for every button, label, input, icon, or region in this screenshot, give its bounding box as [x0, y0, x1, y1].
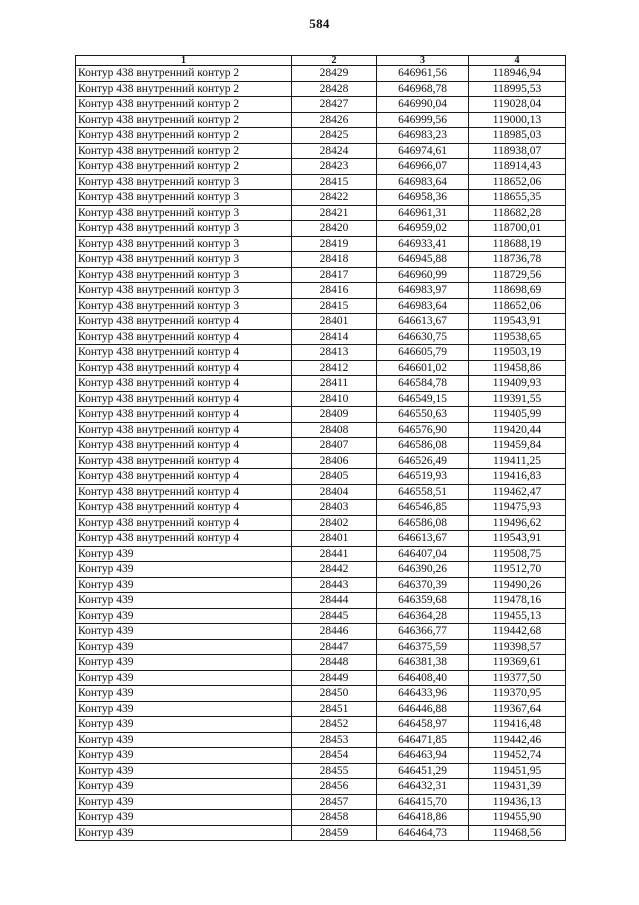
point-number-cell: 28445: [292, 608, 377, 624]
contour-name-cell: Контур 438 внутренний контур 2: [76, 128, 292, 144]
y-coordinate-cell: 119538,65: [469, 329, 566, 345]
x-coordinate-cell: 646983,23: [377, 128, 469, 144]
x-coordinate-cell: 646550,63: [377, 407, 469, 423]
x-coordinate-cell: 646375,59: [377, 639, 469, 655]
point-number-cell: 28448: [292, 655, 377, 671]
table-row: [76, 748, 566, 764]
y-coordinate-cell: 119398,57: [469, 639, 566, 655]
contour-name-cell: Контур 439: [76, 794, 292, 810]
x-coordinate-cell: 646418,86: [377, 810, 469, 826]
table-row: [76, 143, 566, 159]
x-coordinate-cell: 646407,04: [377, 546, 469, 562]
point-number-cell: 28413: [292, 345, 377, 361]
table-row: [76, 267, 566, 283]
contour-name-cell: Контур 438 внутренний контур 2: [76, 81, 292, 97]
point-number-cell: 28456: [292, 779, 377, 795]
x-coordinate-cell: 646983,64: [377, 298, 469, 314]
y-coordinate-cell: 118698,69: [469, 283, 566, 299]
table-row: [76, 314, 566, 330]
x-coordinate-cell: 646601,02: [377, 360, 469, 376]
y-coordinate-cell: 119420,44: [469, 422, 566, 438]
x-coordinate-cell: 646451,29: [377, 763, 469, 779]
column-header-1: 1: [76, 56, 292, 66]
x-coordinate-cell: 646526,49: [377, 453, 469, 469]
table-row: [76, 159, 566, 175]
table-row: [76, 329, 566, 345]
y-coordinate-cell: 119455,13: [469, 608, 566, 624]
table-row: [76, 686, 566, 702]
point-number-cell: 28410: [292, 391, 377, 407]
point-number-cell: 28403: [292, 500, 377, 516]
y-coordinate-cell: 119512,70: [469, 562, 566, 578]
x-coordinate-cell: 646958,36: [377, 190, 469, 206]
y-coordinate-cell: 119462,47: [469, 484, 566, 500]
x-coordinate-cell: 646546,85: [377, 500, 469, 516]
x-coordinate-cell: 646408,40: [377, 670, 469, 686]
table-row: [76, 484, 566, 500]
point-number-cell: 28416: [292, 283, 377, 299]
contour-name-cell: Контур 439: [76, 639, 292, 655]
point-number-cell: 28408: [292, 422, 377, 438]
point-number-cell: 28404: [292, 484, 377, 500]
y-coordinate-cell: 119377,50: [469, 670, 566, 686]
x-coordinate-cell: 646366,77: [377, 624, 469, 640]
y-coordinate-cell: 119496,62: [469, 515, 566, 531]
point-number-cell: 28450: [292, 686, 377, 702]
table-row: [76, 531, 566, 547]
contour-name-cell: Контур 439: [76, 779, 292, 795]
contour-name-cell: Контур 438 внутренний контур 4: [76, 422, 292, 438]
table-row: [76, 577, 566, 593]
table-row: [76, 670, 566, 686]
point-number-cell: 28420: [292, 221, 377, 237]
y-coordinate-cell: 118985,03: [469, 128, 566, 144]
point-number-cell: 28425: [292, 128, 377, 144]
y-coordinate-cell: 119468,56: [469, 825, 566, 841]
point-number-cell: 28424: [292, 143, 377, 159]
point-number-cell: 28458: [292, 810, 377, 826]
point-number-cell: 28415: [292, 174, 377, 190]
point-number-cell: 28428: [292, 81, 377, 97]
y-coordinate-cell: 118938,07: [469, 143, 566, 159]
y-coordinate-cell: 119409,93: [469, 376, 566, 392]
table-row: [76, 779, 566, 795]
x-coordinate-cell: 646990,04: [377, 97, 469, 113]
x-coordinate-cell: 646390,26: [377, 562, 469, 578]
y-coordinate-cell: 119367,64: [469, 701, 566, 717]
point-number-cell: 28442: [292, 562, 377, 578]
point-number-cell: 28452: [292, 717, 377, 733]
y-coordinate-cell: 119431,39: [469, 779, 566, 795]
table-row: [76, 624, 566, 640]
contour-name-cell: Контур 438 внутренний контур 4: [76, 360, 292, 376]
contour-name-cell: Контур 439: [76, 624, 292, 640]
contour-name-cell: Контур 439: [76, 732, 292, 748]
table-row: [76, 252, 566, 268]
x-coordinate-cell: 646464,73: [377, 825, 469, 841]
point-number-cell: 28407: [292, 438, 377, 454]
table-row: [76, 376, 566, 392]
point-number-cell: 28418: [292, 252, 377, 268]
x-coordinate-cell: 646966,07: [377, 159, 469, 175]
column-header-4: 4: [469, 56, 566, 66]
y-coordinate-cell: 118914,43: [469, 159, 566, 175]
y-coordinate-cell: 119370,95: [469, 686, 566, 702]
y-coordinate-cell: 118655,35: [469, 190, 566, 206]
point-number-cell: 28443: [292, 577, 377, 593]
point-number-cell: 28401: [292, 531, 377, 547]
point-number-cell: 28411: [292, 376, 377, 392]
table-row: [76, 469, 566, 485]
x-coordinate-cell: 646549,15: [377, 391, 469, 407]
table-row: [76, 763, 566, 779]
table-row: [76, 453, 566, 469]
x-coordinate-cell: 646945,88: [377, 252, 469, 268]
table-row: [76, 639, 566, 655]
y-coordinate-cell: 119490,26: [469, 577, 566, 593]
y-coordinate-cell: 119391,55: [469, 391, 566, 407]
contour-name-cell: Контур 439: [76, 593, 292, 609]
y-coordinate-cell: 118688,19: [469, 236, 566, 252]
coordinates-table: [75, 55, 566, 841]
x-coordinate-cell: 646519,93: [377, 469, 469, 485]
y-coordinate-cell: 119416,83: [469, 469, 566, 485]
y-coordinate-cell: 118700,01: [469, 221, 566, 237]
contour-name-cell: Контур 439: [76, 577, 292, 593]
y-coordinate-cell: 118736,78: [469, 252, 566, 268]
x-coordinate-cell: 646968,78: [377, 81, 469, 97]
table-row: [76, 608, 566, 624]
point-number-cell: 28454: [292, 748, 377, 764]
x-coordinate-cell: 646446,88: [377, 701, 469, 717]
point-number-cell: 28423: [292, 159, 377, 175]
contour-name-cell: Контур 439: [76, 562, 292, 578]
x-coordinate-cell: 646605,79: [377, 345, 469, 361]
table-row: [76, 190, 566, 206]
table-row: [76, 360, 566, 376]
table-row: [76, 221, 566, 237]
table-body: [76, 66, 566, 841]
contour-name-cell: Контур 438 внутренний контур 4: [76, 453, 292, 469]
point-number-cell: 28426: [292, 112, 377, 128]
x-coordinate-cell: 646576,90: [377, 422, 469, 438]
point-number-cell: 28421: [292, 205, 377, 221]
table-row: [76, 283, 566, 299]
contour-name-cell: Контур 438 внутренний контур 3: [76, 298, 292, 314]
y-coordinate-cell: 119369,61: [469, 655, 566, 671]
point-number-cell: 28409: [292, 407, 377, 423]
point-number-cell: 28449: [292, 670, 377, 686]
table-row: [76, 810, 566, 826]
contour-name-cell: Контур 438 внутренний контур 3: [76, 236, 292, 252]
point-number-cell: 28422: [292, 190, 377, 206]
y-coordinate-cell: 119503,19: [469, 345, 566, 361]
y-coordinate-cell: 119475,93: [469, 500, 566, 516]
table-row: [76, 81, 566, 97]
table-row: [76, 422, 566, 438]
y-coordinate-cell: 119028,04: [469, 97, 566, 113]
y-coordinate-cell: 119442,68: [469, 624, 566, 640]
x-coordinate-cell: 646584,78: [377, 376, 469, 392]
contour-name-cell: Контур 438 внутренний контур 2: [76, 97, 292, 113]
table-row: [76, 407, 566, 423]
y-coordinate-cell: 118729,56: [469, 267, 566, 283]
x-coordinate-cell: 646613,67: [377, 314, 469, 330]
x-coordinate-cell: 646999,56: [377, 112, 469, 128]
table-row: [76, 825, 566, 841]
table-row: [76, 655, 566, 671]
point-number-cell: 28429: [292, 66, 377, 82]
contour-name-cell: Контур 439: [76, 686, 292, 702]
table-row: [76, 438, 566, 454]
table-row: [76, 515, 566, 531]
contour-name-cell: Контур 438 внутренний контур 4: [76, 407, 292, 423]
x-coordinate-cell: 646961,31: [377, 205, 469, 221]
contour-name-cell: Контур 438 внутренний контур 3: [76, 283, 292, 299]
table-row: [76, 562, 566, 578]
y-coordinate-cell: 119508,75: [469, 546, 566, 562]
y-coordinate-cell: 118652,06: [469, 174, 566, 190]
x-coordinate-cell: 646370,39: [377, 577, 469, 593]
contour-name-cell: Контур 438 внутренний контур 4: [76, 469, 292, 485]
point-number-cell: 28447: [292, 639, 377, 655]
contour-name-cell: Контур 438 внутренний контур 4: [76, 329, 292, 345]
contour-name-cell: Контур 438 внутренний контур 3: [76, 252, 292, 268]
y-coordinate-cell: 119452,74: [469, 748, 566, 764]
table-row: [76, 112, 566, 128]
y-coordinate-cell: 118946,94: [469, 66, 566, 82]
y-coordinate-cell: 119455,90: [469, 810, 566, 826]
x-coordinate-cell: 646983,64: [377, 174, 469, 190]
y-coordinate-cell: 119458,86: [469, 360, 566, 376]
contour-name-cell: Контур 438 внутренний контур 2: [76, 112, 292, 128]
x-coordinate-cell: 646959,02: [377, 221, 469, 237]
column-header-2: 2: [292, 56, 377, 66]
table-row: [76, 298, 566, 314]
y-coordinate-cell: 118682,28: [469, 205, 566, 221]
contour-name-cell: Контур 438 внутренний контур 3: [76, 174, 292, 190]
contour-name-cell: Контур 438 внутренний контур 4: [76, 500, 292, 516]
y-coordinate-cell: 119436,13: [469, 794, 566, 810]
point-number-cell: 28459: [292, 825, 377, 841]
contour-name-cell: Контур 438 внутренний контур 4: [76, 391, 292, 407]
table-row: [76, 205, 566, 221]
table-row: [76, 236, 566, 252]
contour-name-cell: Контур 438 внутренний контур 2: [76, 143, 292, 159]
contour-name-cell: Контур 439: [76, 748, 292, 764]
x-coordinate-cell: 646359,68: [377, 593, 469, 609]
x-coordinate-cell: 646613,67: [377, 531, 469, 547]
x-coordinate-cell: 646933,41: [377, 236, 469, 252]
table-row: [76, 794, 566, 810]
contour-name-cell: Контур 438 внутренний контур 3: [76, 205, 292, 221]
table-row: [76, 391, 566, 407]
y-coordinate-cell: 119459,84: [469, 438, 566, 454]
x-coordinate-cell: 646586,08: [377, 438, 469, 454]
y-coordinate-cell: 119478,16: [469, 593, 566, 609]
table-row: [76, 345, 566, 361]
table-row: [76, 732, 566, 748]
contour-name-cell: Контур 438 внутренний контур 4: [76, 376, 292, 392]
y-coordinate-cell: 119451,95: [469, 763, 566, 779]
y-coordinate-cell: 119405,99: [469, 407, 566, 423]
table-row: [76, 97, 566, 113]
contour-name-cell: Контур 438 внутренний контур 3: [76, 190, 292, 206]
table-row: [76, 717, 566, 733]
contour-name-cell: Контур 438 внутренний контур 3: [76, 221, 292, 237]
contour-name-cell: Контур 438 внутренний контур 4: [76, 515, 292, 531]
y-coordinate-cell: 119411,25: [469, 453, 566, 469]
x-coordinate-cell: 646433,96: [377, 686, 469, 702]
x-coordinate-cell: 646558,51: [377, 484, 469, 500]
contour-name-cell: Контур 439: [76, 546, 292, 562]
page-number: 584: [309, 16, 330, 31]
point-number-cell: 28412: [292, 360, 377, 376]
x-coordinate-cell: 646432,31: [377, 779, 469, 795]
x-coordinate-cell: 646983,97: [377, 283, 469, 299]
x-coordinate-cell: 646960,99: [377, 267, 469, 283]
point-number-cell: 28451: [292, 701, 377, 717]
x-coordinate-cell: 646974,61: [377, 143, 469, 159]
contour-name-cell: Контур 439: [76, 655, 292, 671]
point-number-cell: 28415: [292, 298, 377, 314]
table-row: [76, 128, 566, 144]
x-coordinate-cell: 646471,85: [377, 732, 469, 748]
table-row: [76, 500, 566, 516]
y-coordinate-cell: 118995,53: [469, 81, 566, 97]
point-number-cell: 28427: [292, 97, 377, 113]
point-number-cell: 28401: [292, 314, 377, 330]
x-coordinate-cell: 646458,97: [377, 717, 469, 733]
x-coordinate-cell: 646630,75: [377, 329, 469, 345]
contour-name-cell: Контур 438 внутренний контур 4: [76, 314, 292, 330]
x-coordinate-cell: 646415,70: [377, 794, 469, 810]
y-coordinate-cell: 119416,48: [469, 717, 566, 733]
table-row: [76, 593, 566, 609]
y-coordinate-cell: 119442,46: [469, 732, 566, 748]
x-coordinate-cell: 646381,38: [377, 655, 469, 671]
point-number-cell: 28417: [292, 267, 377, 283]
point-number-cell: 28405: [292, 469, 377, 485]
point-number-cell: 28406: [292, 453, 377, 469]
point-number-cell: 28457: [292, 794, 377, 810]
contour-name-cell: Контур 439: [76, 701, 292, 717]
contour-name-cell: Контур 438 внутренний контур 4: [76, 438, 292, 454]
contour-name-cell: Контур 439: [76, 717, 292, 733]
contour-name-cell: Контур 439: [76, 608, 292, 624]
point-number-cell: 28446: [292, 624, 377, 640]
contour-name-cell: Контур 438 внутренний контур 3: [76, 267, 292, 283]
y-coordinate-cell: 119000,13: [469, 112, 566, 128]
table-row: [76, 174, 566, 190]
column-header-3: 3: [377, 56, 469, 66]
point-number-cell: 28441: [292, 546, 377, 562]
table-header-row: [76, 56, 566, 66]
y-coordinate-cell: 118652,06: [469, 298, 566, 314]
point-number-cell: 28414: [292, 329, 377, 345]
point-number-cell: 28453: [292, 732, 377, 748]
x-coordinate-cell: 646586,08: [377, 515, 469, 531]
table-row: [76, 66, 566, 82]
point-number-cell: 28455: [292, 763, 377, 779]
contour-name-cell: Контур 439: [76, 763, 292, 779]
point-number-cell: 28444: [292, 593, 377, 609]
table-row: [76, 701, 566, 717]
point-number-cell: 28402: [292, 515, 377, 531]
contour-name-cell: Контур 438 внутренний контур 4: [76, 345, 292, 361]
y-coordinate-cell: 119543,91: [469, 314, 566, 330]
point-number-cell: 28419: [292, 236, 377, 252]
x-coordinate-cell: 646364,28: [377, 608, 469, 624]
x-coordinate-cell: 646961,56: [377, 66, 469, 82]
contour-name-cell: Контур 438 внутренний контур 4: [76, 531, 292, 547]
contour-name-cell: Контур 439: [76, 825, 292, 841]
contour-name-cell: Контур 438 внутренний контур 4: [76, 484, 292, 500]
contour-name-cell: Контур 438 внутренний контур 2: [76, 159, 292, 175]
table-row: [76, 546, 566, 562]
contour-name-cell: Контур 438 внутренний контур 2: [76, 66, 292, 82]
contour-name-cell: Контур 439: [76, 810, 292, 826]
x-coordinate-cell: 646463,94: [377, 748, 469, 764]
contour-name-cell: Контур 439: [76, 670, 292, 686]
y-coordinate-cell: 119543,91: [469, 531, 566, 547]
